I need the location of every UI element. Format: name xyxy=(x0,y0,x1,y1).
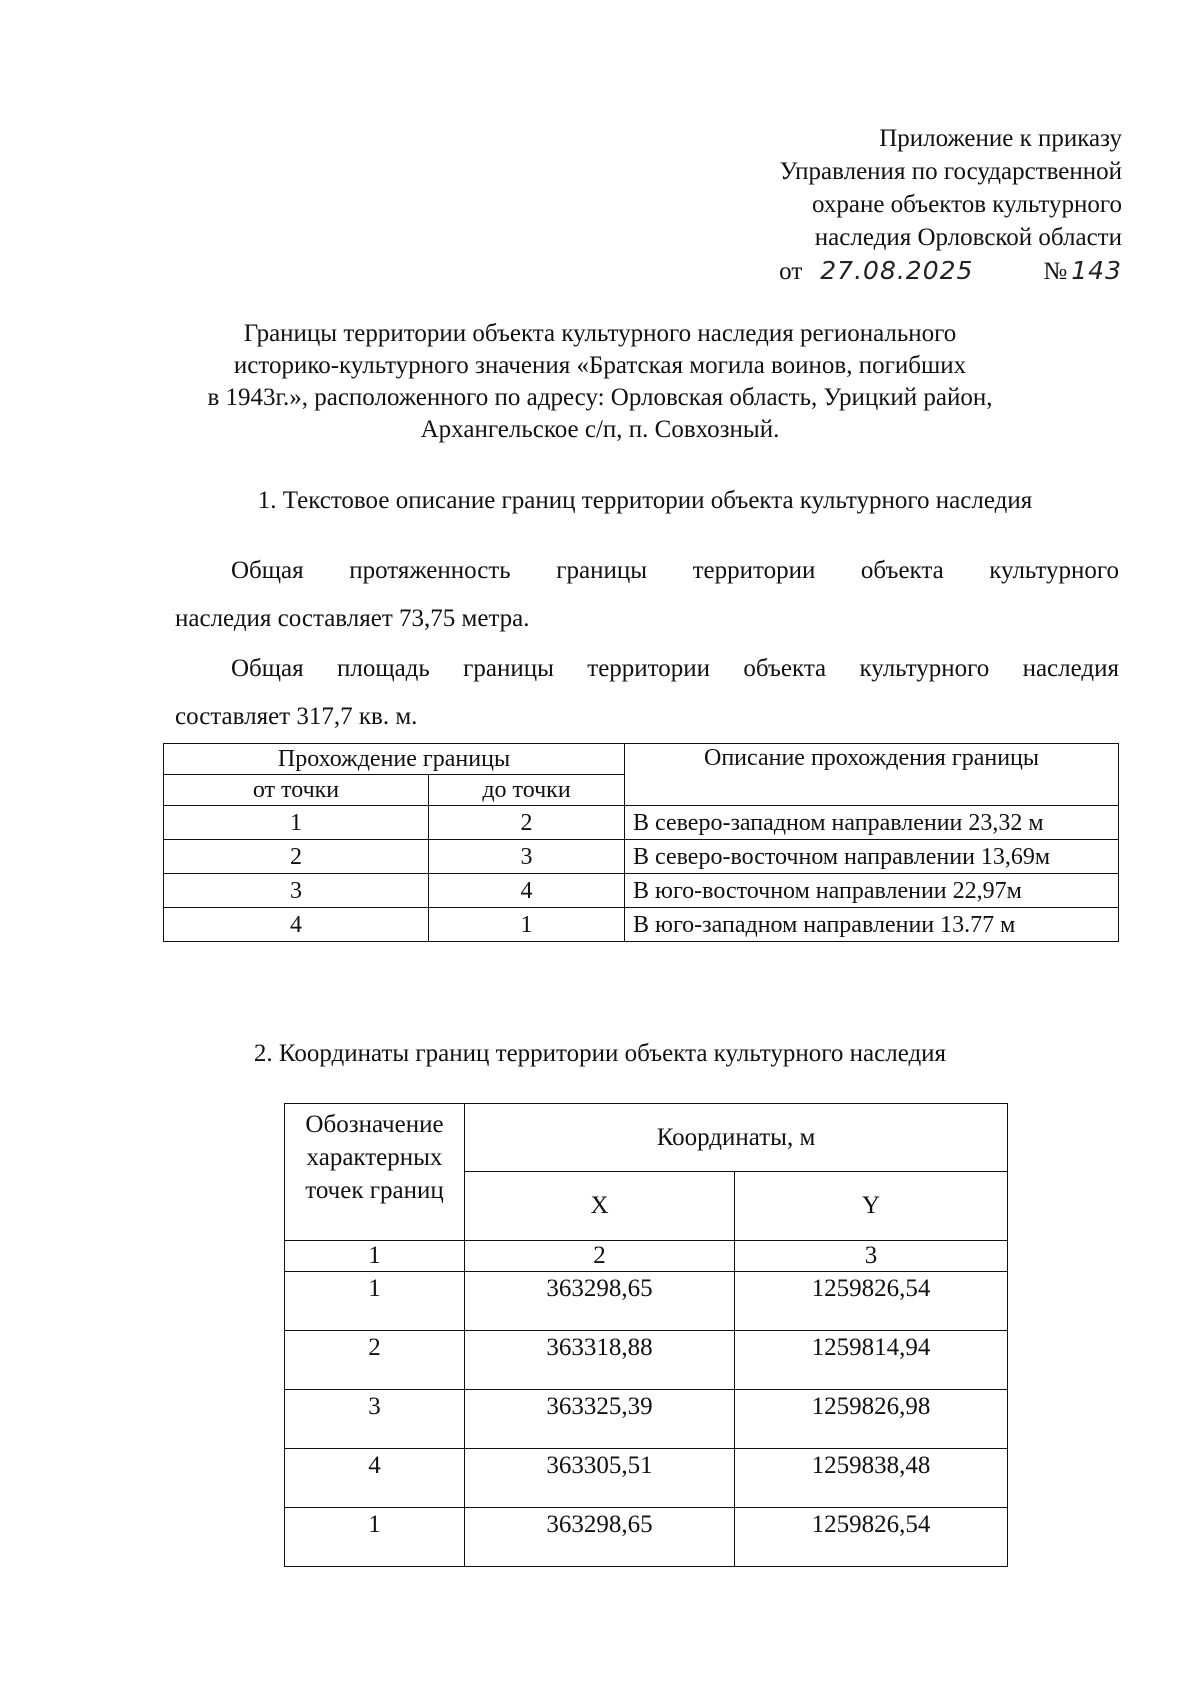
appendix-header xyxy=(662,122,1122,288)
header-to-point: до точки xyxy=(429,775,625,806)
header-x: X xyxy=(465,1172,735,1241)
table-row xyxy=(164,908,1119,942)
description-cell: В юго-восточном направлении 22,97м xyxy=(625,874,1119,908)
boundary-passage-table xyxy=(163,743,1119,942)
document-title xyxy=(150,318,1050,446)
point-cell: 3 xyxy=(285,1390,465,1449)
from-point-cell: 2 xyxy=(164,840,429,874)
date-label: от xyxy=(779,258,803,285)
header-from-point: от точки xyxy=(164,775,429,806)
y-cell: 1259814,94 xyxy=(735,1331,1008,1390)
header-coordinates: Координаты, м xyxy=(465,1104,1008,1172)
x-cell: 363325,39 xyxy=(465,1390,735,1449)
total-area-paragraph xyxy=(175,645,1119,741)
appendix-line-3: охране объектов культурного xyxy=(811,191,1122,218)
x-cell: 363318,88 xyxy=(465,1331,735,1390)
handwritten-date: 27.08.2025 xyxy=(820,256,974,285)
table-row xyxy=(164,840,1119,874)
table-row xyxy=(285,1508,1008,1567)
appendix-line-2: Управления по государственной xyxy=(779,158,1122,185)
to-point-cell: 1 xyxy=(429,908,625,942)
from-point-cell: 3 xyxy=(164,874,429,908)
to-point-cell: 4 xyxy=(429,874,625,908)
column-number-row xyxy=(285,1241,1008,1272)
header-y: Y xyxy=(735,1172,1008,1241)
column-number: 1 xyxy=(285,1241,465,1272)
point-cell: 4 xyxy=(285,1449,465,1508)
from-point-cell: 4 xyxy=(164,908,429,942)
description-cell: В северо-западном направлении 23,32 м xyxy=(625,806,1119,840)
x-cell: 363298,65 xyxy=(465,1272,735,1331)
table-row xyxy=(285,1449,1008,1508)
y-cell: 1259826,54 xyxy=(735,1272,1008,1331)
y-cell: 1259838,48 xyxy=(735,1449,1008,1508)
coordinates-table xyxy=(284,1103,1008,1567)
title-line-4: Архангельское с/п, п. Совхозный. xyxy=(420,416,780,443)
column-number: 2 xyxy=(465,1241,735,1272)
paragraph-1-line-1: Общая протяженность границы территории объекта культурного xyxy=(231,557,1119,584)
number-label: № xyxy=(1043,258,1068,285)
to-point-cell: 2 xyxy=(429,806,625,840)
section-1-heading: 1. Текстовое описание границ территории объекта культурного наследия xyxy=(257,487,1033,514)
header-boundary-passage: Прохождение границы xyxy=(164,744,625,775)
appendix-line-4: наследия Орловской области xyxy=(814,224,1122,251)
section-2-heading: 2. Координаты границ территории объекта культурного наследия xyxy=(253,1040,947,1067)
order-date-line xyxy=(662,254,1122,288)
paragraph-2-line-2: составляет 317,7 кв. м. xyxy=(175,703,418,730)
to-point-cell: 3 xyxy=(429,840,625,874)
from-point-cell: 1 xyxy=(164,806,429,840)
header-points-designation: Обозначение характерных точек границ xyxy=(285,1104,465,1241)
column-number: 3 xyxy=(735,1241,1008,1272)
paragraph-1-line-2: наследия составляет 73,75 метра. xyxy=(175,605,530,632)
title-line-2: историко-культурного значения «Братская могила воинов, погибших xyxy=(233,352,967,379)
table-row xyxy=(285,1272,1008,1331)
appendix-line-1: Приложение к приказу xyxy=(879,125,1122,152)
point-cell: 2 xyxy=(285,1331,465,1390)
table-row xyxy=(285,1390,1008,1449)
y-cell: 1259826,98 xyxy=(735,1390,1008,1449)
point-cell: 1 xyxy=(285,1272,465,1331)
table-row xyxy=(164,806,1119,840)
x-cell: 363305,51 xyxy=(465,1449,735,1508)
x-cell: 363298,65 xyxy=(465,1508,735,1567)
description-cell: В юго-западном направлении 13.77 м xyxy=(625,908,1119,942)
handwritten-order-number: 143 xyxy=(1071,256,1122,285)
point-cell: 1 xyxy=(285,1508,465,1567)
title-line-3: в 1943г.», расположенного по адресу: Орловская область, Урицкий район, xyxy=(207,384,993,411)
y-cell: 1259826,54 xyxy=(735,1508,1008,1567)
header-passage-description: Описание прохождения границы xyxy=(625,744,1119,806)
description-cell: В северо-восточном направлении 13,69м xyxy=(625,840,1119,874)
total-length-paragraph xyxy=(175,547,1119,643)
table-row xyxy=(164,874,1119,908)
paragraph-2-line-1: Общая площадь границы территории объекта культурного наследия xyxy=(231,655,1119,682)
table-row xyxy=(285,1331,1008,1390)
title-line-1: Границы территории объекта культурного наследия регионального xyxy=(243,320,957,347)
